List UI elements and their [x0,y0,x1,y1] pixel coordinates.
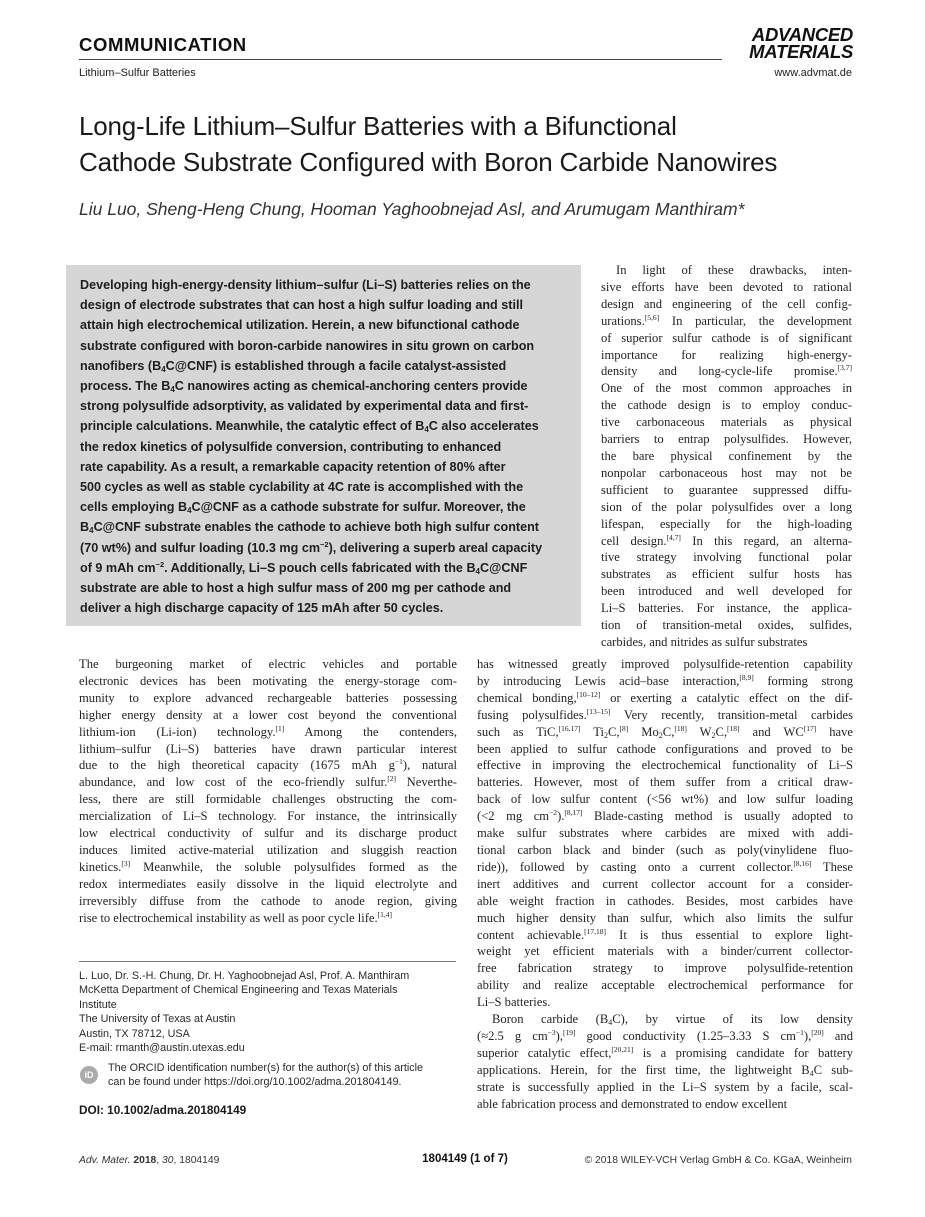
text-line: has witnessed greatly improved polysulfide-retention capability [477,657,853,671]
footer-citation: Adv. Mater. 2018, 30, 1804149 [79,1155,220,1166]
text-line: design of electrode substrates that can host a high sulfur loading and still [80,298,523,313]
text-line: substrate are able to host a high sulfur mass of 200 mg per cathode and [80,581,512,596]
text-line: much higher density than sulfur, which also limits the sulfur [477,910,853,925]
text-line: One of the most common approaches in [601,381,852,396]
text-line: of superior sulfur cathode is of significant [601,330,852,345]
body-column-left [79,656,457,927]
text-line: fusing polysulfides.[13–15] Very recently, transition-metal carbides [477,706,853,722]
title-line: Cathode Substrate Configured with Boron Carbide Nanowires [79,147,778,177]
text-line: electronic devices has been motivating the energy-storage com- [79,673,457,688]
text-line: L. Luo, Dr. S.-H. Chung, Dr. H. Yaghoobnejad Asl, Prof. A. Manthiram [79,970,410,982]
copyright: © 2018 WILEY-VCH Verlag GmbH & Co. KGaA, Weinheim [584,1155,852,1166]
journal-logo-line1: ADVANCED [751,24,853,45]
text-line: effective in improving the electrochemical functionality of Li–S [477,758,853,773]
body-column-right-top [601,262,852,651]
text-line: rise to electrochemical instability as well as poor cycle life.[1,4] [79,909,393,925]
orcid-icon[interactable]: iD [80,1066,98,1084]
text-line: rate capability. As a result, a remarkable capacity retention of 80% after [80,459,506,474]
text-line: kinetics.[3] Meanwhile, the soluble polysulfides formed as the [79,858,457,874]
footnote-rule [79,961,456,962]
text-line: cell design.[4,7] In this regard, an alterna- [601,532,852,548]
text-line: McKetta Department of Chemical Engineering and Texas Materials [79,984,398,997]
author-affiliation [79,969,457,1055]
text-line: of 9 mAh $cm^{-2}$. Additionally, Li–S pouch cells fabricated with the $B_4C@CNF$ [80,559,528,576]
text-line: tive strategy involving functional polar [601,550,852,565]
text-line: back of low sulfur content (<56 wt%) and low sulfur loading [477,792,853,807]
text-line: able weight fraction in cathodes. Besides, most carbides have [477,893,853,908]
text-line: barriers to entrap polysulfides. However, [601,432,852,447]
doi-link[interactable]: DOI: 10.1002/adma.201804149 [79,1103,247,1117]
text-line: due to the high theoretical capacity (1675 mAh $g^{-1}$), natural [79,757,457,773]
text-line: In light of these drawbacks, inten- [616,263,852,277]
text-line: lithium-ion (Li-ion) technology.[1] Among the contenders, [79,723,457,739]
citation-year: 2018 [133,1155,157,1166]
text-line: mercialization of Li–S technology. For instance, the intrinsically [79,809,457,824]
text-line: The burgeoning market of electric vehicles and portable [79,657,457,671]
text-line: ability and realize acceptable electrochemical performance for [477,978,853,993]
text-line: (≈2.5 g $cm^{-3}),[19]$ good conductivity (1.25–3.33 S $cm^{-1}),[20]$ and [477,1027,853,1043]
text-line: lithium–sulfur (Li–S) batteries have drawn particular interest [79,741,457,756]
text-line: higher energy density at a lower cost beyond the conventional [79,707,457,722]
text-line: inert additives and current collector account for a consider- [477,876,853,891]
text-line: $B_4C@CNF$ substrate enables the cathode to achieve both high sulfur content [80,520,539,536]
text-line: by introducing Lewis acid–base interaction,[8,9] forming strong [477,672,853,688]
text-line: deliver a high discharge capacity of 125 mAh after 50 cycles. [80,601,444,616]
text-line: The University of Texas at Austin [79,1013,236,1026]
text-line: lifespan, especially for the high-loading [601,516,852,531]
text-line: sion of the polar polysulfides over a long [601,499,852,514]
text-line: able fabrication process and demonstrated to endow excellent [477,1096,788,1111]
subject-label: Lithium–Sulfur Batteries [79,67,196,79]
text-line: the cathode design is to employ conduc- [601,398,852,413]
header-rule [79,59,722,60]
text-line: weight yet efficient materials with a binder/current collector- [477,944,853,959]
text-line: ride)), followed by casting onto a current collector.[8,16] These [477,858,853,874]
text-line: batteries. However, most of them suffer from a critical draw- [477,775,853,790]
text-line: tion of transition-metal oxides, sulfides, [601,618,852,633]
text-line: carbides, and nitrides as sulfur substrates [601,634,808,649]
text-line: irreversibly diffuse from the cathode to anode region, giving [79,893,457,908]
orcid-line: can be found under https://doi.org/10.1002/adma.201804149. [108,1075,402,1088]
text-line: redox intermediates easily dissolve in the liquid electrolyte and [79,876,457,891]
text-line: (<2 mg $cm^{-2}).[8,17]$ Blade-casting method is usually adopted to [477,808,853,824]
title-line: Long-Life Lithium–Sulfur Batteries with a Bifunctional [79,111,677,141]
text-line: such as TiC,[16,17] $Ti_2C,[8]$ $Mo_2C,[18]$ $W_2C,[18]$ and WC[17] have [477,723,853,740]
text-line: attain high electrochemical utilization. Herein, a new bifunctional cathode [80,318,520,333]
citation-journal: Adv. Mater. [79,1155,131,1166]
text-line: strong polysulfide adsorptivity, as validated by experimental data and first- [80,399,529,414]
text-line: Austin, TX 78712, USA [79,1027,190,1040]
text-line: Developing high-energy-density lithium–sulfur (Li–S) batteries relies on the [80,278,531,292]
abstract [80,275,572,618]
text-line: abundance, and low cost of the eco-friendly sulfur.[2] Neverthe- [79,774,457,790]
text-line: tional carbon black and binder (such as poly(vinylidene fluo- [477,842,853,857]
text-line: free fabrication strategy to improve polysulfide-retention [477,961,853,976]
text-line: sive efforts have been devoted to rational [601,279,852,294]
text-line: nonpolar carbonaceous host may not be [601,465,852,480]
orcid-line: The ORCID identification number(s) for the author(s) of this article [108,1062,424,1074]
text-line: Boron carbide $(B_4C)$, by virtue of its low density [492,1012,853,1028]
text-line: less, there are still formidable challenges obstructing the com- [79,792,457,807]
text-line: the redox kinetics of polysulfide conversion, contributing to enhanced [80,439,502,454]
text-line: Li–S batteries. For instance, the applica- [601,601,852,616]
journal-url-link[interactable]: www.advmat.de [774,67,852,79]
author-list: Liu Luo, Sheng-Heng Chung, Hooman Yaghoobnejad Asl, and Arumugam Manthiram* [79,199,745,219]
journal-logo [723,26,853,60]
text-line: importance for realizing high-energy- [601,347,852,362]
article-title [79,108,859,180]
text-line: the bare physical confinement by the [601,448,852,463]
text-line: sufficient to guarantee suppressed diffu- [601,482,852,497]
citation-volume: 30 [162,1155,174,1166]
text-line: applications. Herein, for the first time, the lightweight $B_4C$ sub- [477,1062,853,1078]
text-line: been applied to sulfur cathode configurations and proved to be [477,741,853,756]
text-line: munity to explore advanced rechargeable batteries possessing [79,690,457,705]
orcid-note [108,1062,460,1090]
body-column-right [477,656,853,1112]
citation-article: 1804149 [179,1155,220,1166]
text-line: strate is successfully applied in the Li–S system by a facile, scal- [477,1079,853,1094]
text-line: (70 wt%) and sulfur loading (10.3 mg $cm^{-2}$), delivering a superb areal capacity [80,539,543,555]
text-line: E-mail: rmanth@austin.utexas.edu [79,1042,245,1055]
text-line: process. The $B_4C$ nanowires acting as chemical-anchoring centers provide [80,379,528,395]
text-line: induces limited active-material utilization and sluggish reaction [79,842,457,857]
text-line: nanofibers $(B_4C@CNF)$ is established through a facile catalyst-assisted [80,358,507,374]
text-line: superior catalytic effect,[20,21] is a promising candidate for battery [477,1044,853,1060]
journal-logo-line2: MATERIALS [749,41,853,62]
text-line: chemical bonding,[10–12] or exerting a catalytic effect on the dif- [477,689,853,705]
text-line: been introduced and well developed for [601,584,852,599]
text-line: cells employing $B_4C@CNF$ as a cathode substrate for sulfur. Moreover, the [80,500,526,516]
text-line: principle calculations. Meanwhile, the catalytic effect of $B_4C$ also accelerates [80,419,539,435]
text-line: low electrical conductivity of sulfur and its discharge product [79,826,457,841]
section-label: COMMUNICATION [79,34,247,55]
text-line: Institute [79,998,117,1011]
text-line: design and engineering of the cell config- [601,296,852,311]
text-line: substrates as efficient sulfur hosts has [601,567,852,582]
text-line: substrate configured with boron-carbide nanowires in situ grown on carbon [80,338,535,353]
text-line: 500 cycles as well as stable cyclability at 4C rate is accomplished with the [80,480,524,495]
text-line: tive carbonaceous materials as physical [601,415,852,430]
text-line: content achievable.[17,18] It is thus essential to explore light- [477,926,853,942]
text-line: make sulfur substrates where carbides are mixed with addi- [477,826,853,841]
text-line: density and long-cycle-life promise.[3,7] [601,363,852,379]
page-number: 1804149 (1 of 7) [422,1153,508,1165]
text-line: urations.[5,6] In particular, the development [601,312,852,328]
text-line: Li–S batteries. [477,995,551,1010]
